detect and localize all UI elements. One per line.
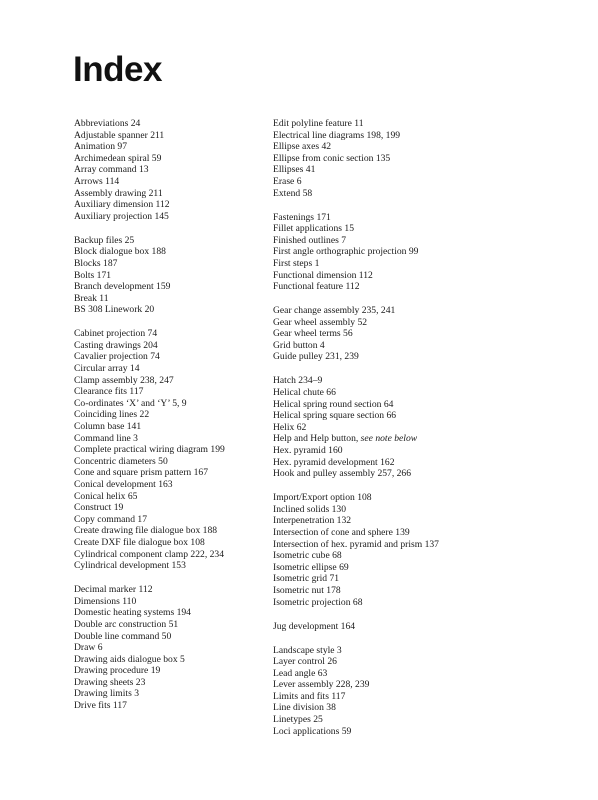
index-entry: First steps 1 bbox=[273, 257, 320, 269]
index-entry: Functional dimension 112 bbox=[273, 269, 373, 281]
index-entry: Command line 3 bbox=[74, 432, 138, 444]
index-entry: Gear change assembly 235, 241 bbox=[273, 305, 396, 317]
index-entry: Archimedean spiral 59 bbox=[74, 152, 162, 164]
index-group-j bbox=[273, 621, 488, 633]
index-entry: Lead angle 63 bbox=[273, 667, 328, 679]
index-entry: Drawing sheets 23 bbox=[74, 676, 146, 688]
index-entry: Animation 97 bbox=[74, 141, 128, 153]
index-entry: Drawing aids dialogue box 5 bbox=[74, 653, 185, 665]
index-entry: Auxiliary dimension 112 bbox=[74, 199, 170, 211]
index-entry: Helical chute 66 bbox=[273, 387, 336, 399]
index-entry: Hook and pulley assembly 257, 266 bbox=[273, 468, 412, 480]
index-entry: Cavalier projection 74 bbox=[74, 351, 160, 363]
index-group-c bbox=[74, 328, 279, 571]
index-entry: Functional feature 112 bbox=[273, 281, 360, 293]
index-entry: Column base 141 bbox=[74, 421, 142, 433]
index-entry: Helical spring round section 64 bbox=[273, 398, 394, 410]
index-entry: Gear wheel terms 56 bbox=[273, 328, 353, 340]
index-group-l bbox=[273, 645, 488, 738]
index-group-a bbox=[74, 118, 279, 222]
index-entry: Finished outlines 7 bbox=[273, 234, 347, 246]
index-entry: Clamp assembly 238, 247 bbox=[74, 374, 174, 386]
index-entry: Inclined solids 130 bbox=[273, 503, 347, 515]
index-entry: Isometric ellipse 69 bbox=[273, 561, 349, 573]
index-entry: Fillet applications 15 bbox=[273, 223, 355, 235]
index-entry: Auxiliary projection 145 bbox=[74, 210, 169, 222]
index-group-e bbox=[273, 118, 488, 199]
index-entry: Domestic heating systems 194 bbox=[74, 607, 191, 619]
index-entry: Guide pulley 231, 239 bbox=[273, 351, 359, 363]
index-group-b bbox=[74, 235, 279, 316]
index-entry: Arrows 114 bbox=[74, 175, 120, 187]
index-entry-help bbox=[273, 433, 488, 445]
index-group-h bbox=[273, 375, 488, 479]
index-entry: Create drawing file dialogue box 188 bbox=[74, 525, 218, 537]
index-entry: Loci applications 59 bbox=[273, 725, 352, 737]
index-group-i bbox=[273, 492, 488, 608]
index-entry: Double arc construction 51 bbox=[74, 618, 179, 630]
index-entry: Ellipse from conic section 135 bbox=[273, 152, 391, 164]
index-entry: Helical spring square section 66 bbox=[273, 410, 397, 422]
index-entry: Blocks 187 bbox=[74, 257, 118, 269]
index-entry: Intersection of cone and sphere 139 bbox=[273, 526, 410, 538]
index-entry: Create DXF file dialogue box 108 bbox=[74, 536, 205, 548]
see-note: see note below bbox=[360, 433, 418, 445]
index-entry: Grid button 4 bbox=[273, 339, 325, 351]
index-entry: Abbreviations 24 bbox=[74, 118, 141, 129]
index-entry: Coinciding lines 22 bbox=[74, 409, 150, 421]
index-entry: Ellipses 41 bbox=[273, 164, 316, 176]
index-entry: Hatch 234–9 bbox=[273, 375, 323, 387]
page-title: Index bbox=[73, 50, 162, 89]
index-entry: Limits and fits 117 bbox=[273, 690, 346, 702]
index-entry: Landscape style 3 bbox=[273, 644, 342, 656]
index-entry: Branch development 159 bbox=[74, 281, 171, 293]
index-entry: Drive fits 117 bbox=[74, 700, 127, 712]
index-entry: Concentric diameters 50 bbox=[74, 455, 168, 467]
index-entry: Jug development 164 bbox=[273, 620, 356, 632]
index-entry: Cabinet projection 74 bbox=[74, 328, 158, 340]
index-entry: Circular array 14 bbox=[74, 363, 140, 375]
index-entry: Casting drawings 204 bbox=[74, 339, 158, 351]
index-entry: Break 11 bbox=[74, 292, 109, 304]
index-entry: Line division 38 bbox=[273, 702, 336, 714]
index-entry: Clearance fits 117 bbox=[74, 386, 144, 398]
index-entry: Complete practical wiring diagram 199 bbox=[74, 444, 225, 456]
index-entry: Drawing procedure 19 bbox=[74, 665, 161, 677]
index-entry: Hex. pyramid 160 bbox=[273, 445, 343, 457]
index-entry: Interpenetration 132 bbox=[273, 515, 352, 527]
index-entry: First angle orthographic projection 99 bbox=[273, 246, 419, 258]
index-entry: Layer control 26 bbox=[273, 656, 337, 668]
index-entry: Block dialogue box 188 bbox=[74, 246, 166, 258]
index-entry: Ellipse axes 42 bbox=[273, 141, 332, 153]
index-entry: Gear wheel assembly 52 bbox=[273, 316, 368, 328]
index-entry: Helix 62 bbox=[273, 421, 307, 433]
index-entry: Extend 58 bbox=[273, 187, 313, 199]
index-entry: Hex. pyramid development 162 bbox=[273, 456, 395, 468]
index-entry: Isometric grid 71 bbox=[273, 573, 340, 585]
index-entry: Cylindrical development 153 bbox=[74, 560, 186, 572]
index-entry: Assembly drawing 211 bbox=[74, 187, 163, 199]
index-entry: Dimensions 110 bbox=[74, 595, 137, 607]
index-entry: Decimal marker 112 bbox=[74, 584, 153, 596]
index-entry: BS 308 Linework 20 bbox=[74, 304, 155, 316]
index-entry: Isometric cube 68 bbox=[273, 550, 342, 562]
index-entry: Intersection of hex. pyramid and prism 137 bbox=[273, 538, 439, 550]
index-entry: Conical development 163 bbox=[74, 479, 173, 490]
index-entry: Co-ordinates ‘X’ and ‘Y’ 5, 9 bbox=[74, 397, 187, 409]
index-entry: Drawing limits 3 bbox=[74, 688, 140, 700]
index-entry: Conical helix 65 bbox=[74, 490, 138, 502]
index-entry: Adjustable spanner 211 bbox=[74, 129, 165, 141]
index-entry: Draw 6 bbox=[74, 642, 103, 654]
index-group-g bbox=[273, 305, 488, 363]
index-column-right bbox=[273, 118, 488, 750]
index-entry: Cone and square prism pattern 167 bbox=[74, 467, 209, 479]
index-entry: Fastenings 171 bbox=[273, 211, 331, 223]
index-entry: Edit polyline feature 11 bbox=[273, 118, 364, 129]
index-entry: Array command 13 bbox=[74, 164, 149, 176]
index-column-left bbox=[74, 118, 279, 724]
index-entry: Linetypes 25 bbox=[273, 714, 323, 726]
index-entry: Double line command 50 bbox=[74, 630, 172, 642]
index-entry: Copy command 17 bbox=[74, 513, 148, 525]
index-entry: Bolts 171 bbox=[74, 269, 112, 281]
index-group-f bbox=[273, 212, 488, 293]
index-entry: Construct 19 bbox=[74, 502, 124, 514]
index-entry: Isometric projection 68 bbox=[273, 596, 363, 608]
index-group-d bbox=[74, 584, 279, 712]
index-entry: Cylindrical component clamp 222, 234 bbox=[74, 548, 225, 560]
index-entry: Electrical line diagrams 198, 199 bbox=[273, 129, 401, 141]
index-entry: Isometric nut 178 bbox=[273, 584, 341, 596]
index-entry-help-text: Help and Help button, bbox=[273, 433, 359, 445]
index-entry: Import/Export option 108 bbox=[273, 492, 372, 504]
index-entry: Lever assembly 228, 239 bbox=[273, 679, 370, 691]
index-entry: Backup files 25 bbox=[74, 234, 135, 246]
index-entry: Erase 6 bbox=[273, 175, 302, 187]
